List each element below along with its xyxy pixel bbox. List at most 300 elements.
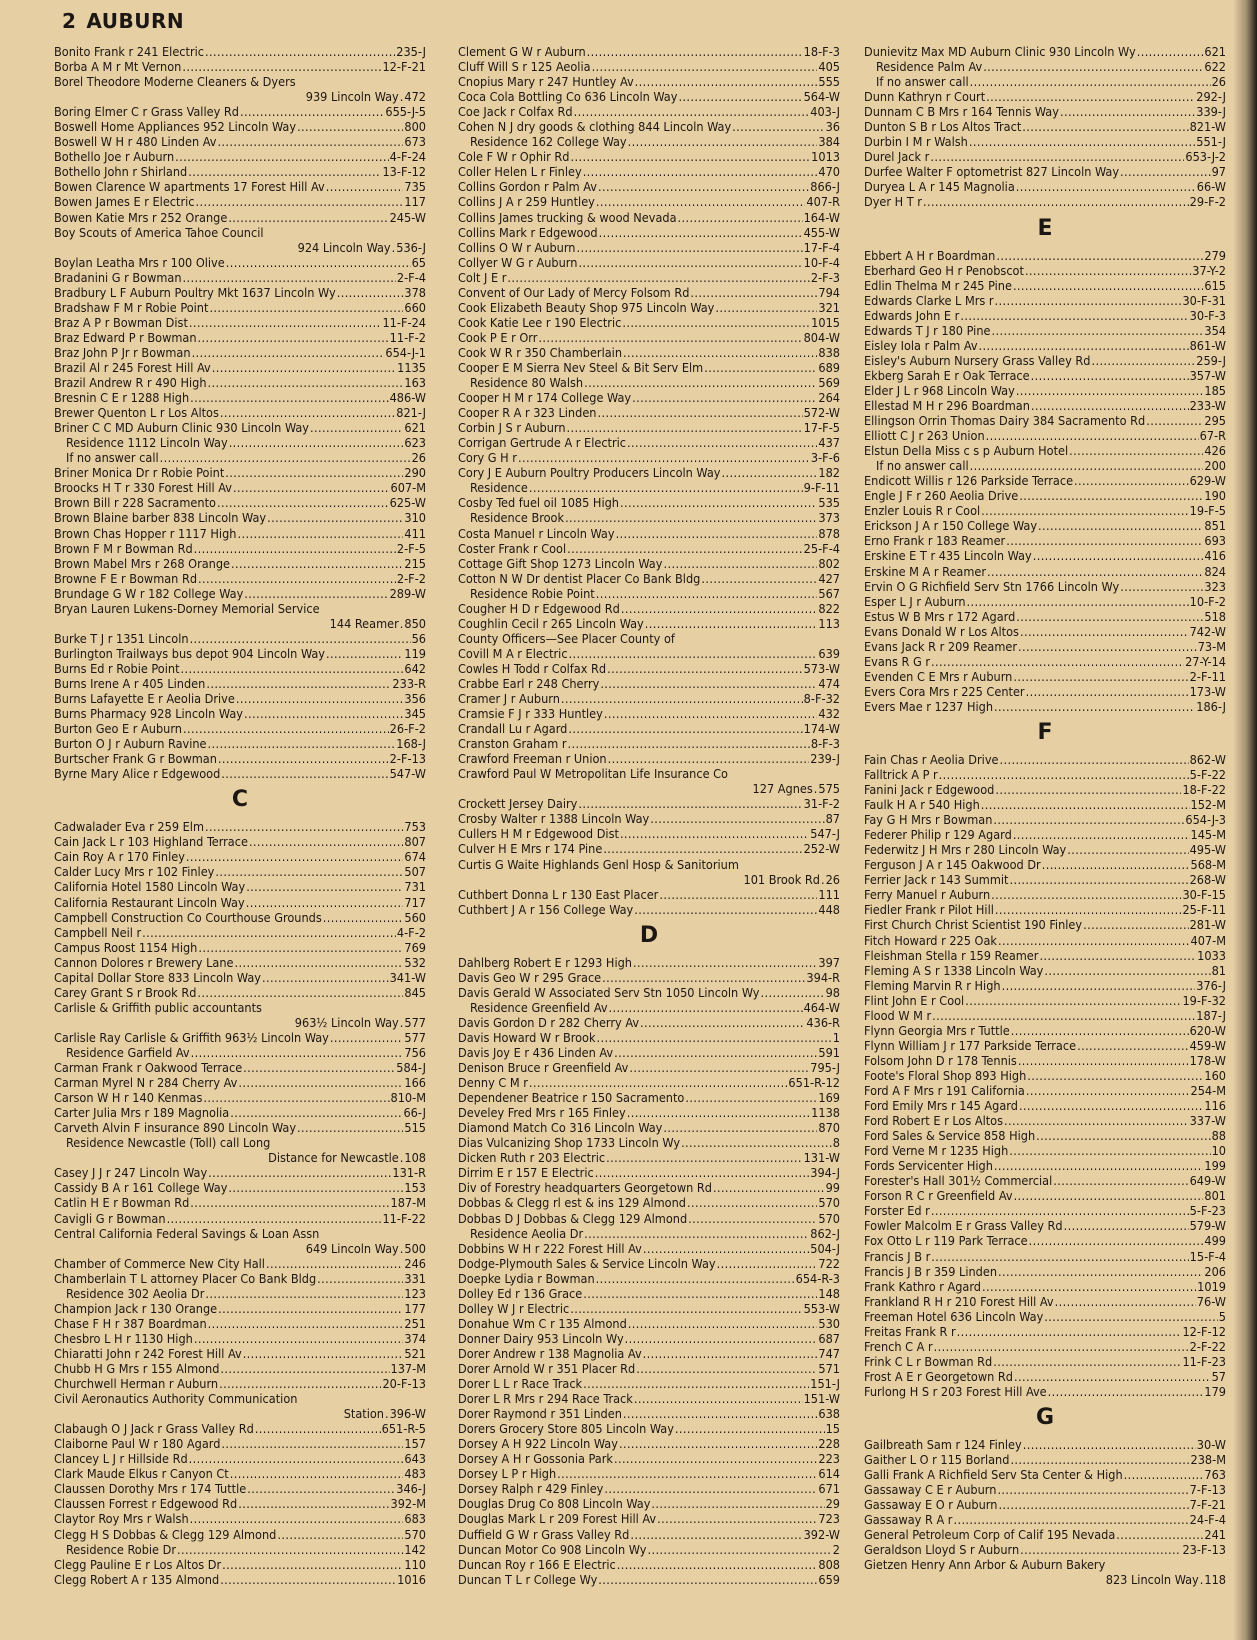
- listing-name: Culver H E Mrs r 174 Pine: [458, 841, 603, 857]
- phone-number: 67-R: [1199, 428, 1226, 444]
- listing-entry: [864, 263, 1226, 278]
- phone-number: 717: [404, 894, 426, 910]
- listing-entry: [458, 601, 840, 616]
- listing-name: Diamond Match Co 316 Lincoln Way: [458, 1120, 663, 1136]
- listing-name: Federwitz J H Mrs r 280 Lincoln Way: [864, 842, 1067, 858]
- listing-name: Forster Ed r: [864, 1203, 930, 1219]
- listing-entry: [864, 398, 1226, 413]
- listing-entry: [458, 360, 840, 375]
- listing-entry: [458, 646, 840, 661]
- listing-entry: [864, 278, 1226, 293]
- phone-number: 693: [1204, 533, 1226, 549]
- listing-entry: [458, 1511, 840, 1526]
- listing-entry: [458, 1286, 840, 1301]
- listing-name: Crandall Lu r Agard: [458, 721, 568, 737]
- listing-entry: [458, 1075, 840, 1090]
- listing-entry: [864, 1369, 1226, 1384]
- listing-name: Ferrier Jack r 143 Summit: [864, 872, 1009, 888]
- phone-number: 81: [1211, 962, 1226, 978]
- listing-name: Cannon Dolores r Brewery Lane: [54, 954, 234, 970]
- leader-dots: .: [813, 781, 818, 797]
- leader-dots: [596, 586, 818, 601]
- phone-number: 245-W: [389, 209, 426, 225]
- listing-entry: [458, 89, 840, 104]
- listing-entry: [864, 308, 1226, 323]
- listing-entry: [54, 1557, 426, 1572]
- listing-name: First Church Christ Scientist 190 Finley: [864, 917, 1083, 933]
- listing-name: Edwards John E r: [864, 307, 960, 323]
- listing-entry: [864, 752, 1226, 767]
- phone-number: 607-M: [390, 480, 426, 496]
- phone-number: 12-F-12: [1182, 1323, 1226, 1339]
- listing-name: Evans Donald W r Los Altos: [864, 623, 1019, 639]
- phone-number: 12-F-21: [382, 59, 426, 75]
- leader-dots: [198, 330, 389, 345]
- listing-name: Eberhard Geo H r Penobscot: [864, 262, 1024, 278]
- listing-entry: [864, 624, 1226, 639]
- phone-number: 356: [404, 691, 426, 707]
- leader-dots: [1006, 533, 1203, 548]
- listing-entry: [458, 270, 840, 285]
- listing-entry: [458, 1376, 840, 1391]
- leader-dots: [993, 812, 1184, 827]
- leader-dots: [229, 435, 404, 450]
- listing-entry: [54, 1000, 426, 1015]
- listing-entry: [54, 985, 426, 1000]
- listing-name: Bowen James E r Electric: [54, 194, 195, 210]
- phone-number: 504-J: [810, 1240, 840, 1256]
- listing-name: Burns Ed r Robie Point: [54, 660, 180, 676]
- listing-name: Residence Greenfield Av: [470, 999, 608, 1015]
- leader-dots: [323, 910, 404, 925]
- listing-name: Collyer W G r Auburn: [458, 254, 578, 270]
- leader-dots: [238, 1075, 403, 1090]
- phone-number: 10-F-2: [1189, 593, 1226, 609]
- leader-dots: [1013, 669, 1188, 684]
- leader-dots: [630, 1527, 802, 1542]
- leader-dots: [685, 1090, 817, 1105]
- listing-name: Galli Frank A Richfield Serv Sta Center & High: [864, 1467, 1123, 1483]
- listing-entry: [864, 1173, 1226, 1188]
- phone-number: 11-F-24: [382, 314, 426, 330]
- leader-dots: [190, 1195, 389, 1210]
- phone-number: 246: [404, 1255, 426, 1271]
- leader-dots: [995, 782, 1181, 797]
- listing-entry: [54, 104, 426, 119]
- listing-entry: [864, 699, 1226, 714]
- phone-number: 651-R-5: [381, 1421, 426, 1437]
- leader-dots: [198, 940, 403, 955]
- leader-dots: [221, 766, 388, 781]
- phone-number: 731: [404, 879, 426, 895]
- listing-name: Brown F M r Bowman Rd: [54, 540, 193, 556]
- listing-entry: [54, 864, 426, 879]
- listing-entry: [864, 917, 1226, 932]
- listing-entry: [864, 609, 1226, 624]
- listing-entry: [864, 1143, 1226, 1158]
- listing-name: Fitch Howard r 225 Oak: [864, 932, 997, 948]
- listing-entry: [458, 285, 840, 300]
- listing-name: Cooper R A r 323 Linden: [458, 405, 597, 421]
- listing-entry: [864, 948, 1226, 963]
- listing-name: Durfee Walter F optometrist 827 Lincoln Way: [864, 164, 1120, 180]
- listing-name: Clegg H S Dobbas & Clegg 129 Almond: [54, 1526, 277, 1542]
- phone-number: 397: [818, 954, 840, 970]
- phone-number: 560: [404, 909, 426, 925]
- leader-dots: [246, 895, 404, 910]
- listing-name: Duncan Roy r 166 E Electric: [458, 1556, 616, 1572]
- phone-number: 769: [404, 939, 426, 955]
- phone-number: 310: [404, 510, 426, 526]
- listing-name: Burns Lafayette E r Aeolia Drive: [54, 691, 235, 707]
- leader-dots: [1038, 518, 1203, 533]
- listing-name: Cohen N J dry goods & clothing 844 Lincoln Way: [458, 119, 732, 135]
- listing-name: Erskine E T r 435 Lincoln Way: [864, 548, 1032, 564]
- listing-name: Dyer H T r: [864, 194, 922, 210]
- listing-name: Elliott C J r 263 Union: [864, 428, 985, 444]
- listing-name: Freeman Hotel 636 Lincoln Way: [864, 1308, 1044, 1324]
- phone-number: 163: [404, 375, 426, 391]
- phone-number: 432: [818, 706, 840, 722]
- phone-number: 238-M: [1190, 1452, 1226, 1468]
- listing-name: Campbell Neil r: [54, 924, 142, 940]
- leader-dots: [584, 375, 817, 390]
- phone-number: 26-F-2: [389, 721, 426, 737]
- listing-name: 939 Lincoln Way: [305, 89, 399, 105]
- listing-entry: [864, 1083, 1226, 1098]
- phone-number: 4-F-24: [389, 149, 426, 165]
- listing-entry: [864, 503, 1226, 518]
- listing-entry: [54, 970, 426, 985]
- phone-number: 2-F-4: [396, 269, 426, 285]
- listing-name: If no answer call: [876, 74, 969, 90]
- listing-name: Coster Frank r Cool: [458, 540, 567, 556]
- listing-name: French C A r: [864, 1338, 933, 1354]
- listing-entry: [54, 1361, 426, 1376]
- leader-dots: [568, 736, 810, 751]
- phone-number: 568-M: [1190, 857, 1226, 873]
- leader-dots: [208, 375, 404, 390]
- leader-dots: [657, 1511, 817, 1526]
- listing-name: Fox Otto L r 119 Park Terrace: [864, 1233, 1028, 1249]
- listing-name: Brown Bill r 228 Sacramento: [54, 495, 216, 511]
- phone-number: 251: [404, 1315, 426, 1331]
- leader-dots: [208, 1316, 404, 1331]
- leader-dots: .: [399, 1240, 404, 1256]
- leader-dots: [651, 1496, 824, 1511]
- leader-dots: [220, 1572, 396, 1587]
- leader-dots: [1048, 1384, 1204, 1399]
- phone-number: 575: [818, 781, 840, 797]
- listing-entry: [54, 1527, 426, 1542]
- leader-dots: [326, 646, 403, 661]
- phone-number: 323: [1204, 578, 1226, 594]
- listing-entry: [54, 925, 426, 940]
- listing-name: Convent of Our Lady of Mercy Folsom Rd: [458, 284, 690, 300]
- listing-entry: [54, 420, 426, 435]
- listing-name: 823 Lincoln Way: [1105, 1572, 1199, 1588]
- listing-name: Freitas Frank R r: [864, 1323, 956, 1339]
- listing-name: Residence 162 College Way: [470, 134, 627, 150]
- listing-entry: [458, 315, 840, 330]
- leader-dots: [221, 1436, 403, 1451]
- listing-entry: [864, 1467, 1226, 1482]
- listing-entry: [864, 1339, 1226, 1354]
- phone-number: 411: [404, 525, 426, 541]
- listing-name: Ferguson J A r 145 Oakwood Dr: [864, 857, 1041, 873]
- listing-name: County Officers—See Placer County of: [458, 630, 675, 646]
- listing-name: Borel Theodore Moderne Cleaners & Dyers: [54, 74, 296, 90]
- listing-entry: [54, 646, 426, 661]
- phone-number: 57: [1211, 1368, 1226, 1384]
- leader-dots: [614, 1451, 817, 1466]
- listing-name: Dicken Ruth r 203 Electric: [458, 1150, 606, 1166]
- phone-number: 862-J: [810, 1225, 840, 1241]
- listing-name: Brazil Al r 245 Forest Hill Av: [54, 359, 211, 375]
- leader-dots: [1019, 488, 1203, 503]
- listing-entry: [864, 1023, 1226, 1038]
- listing-entry: [54, 556, 426, 571]
- leader-dots: [675, 1421, 825, 1436]
- listing-name: Cuthbert Donna L r 130 East Placer: [458, 886, 659, 902]
- phone-number: 655-J-5: [385, 104, 426, 120]
- listing-name: Burton O J r Auburn Ravine: [54, 736, 207, 752]
- phone-number: 1015: [811, 314, 840, 330]
- listing-entry: [458, 225, 840, 240]
- phone-number: 142: [404, 1541, 426, 1557]
- listing-entry: [864, 353, 1226, 368]
- listing-entry: [54, 360, 426, 375]
- directory-column-1: [54, 44, 426, 1587]
- listing-entry: [54, 834, 426, 849]
- leader-dots: [1025, 263, 1191, 278]
- phone-number: 2-F-2: [396, 570, 426, 586]
- listing-name: Federer Philip r 129 Agard: [864, 827, 1012, 843]
- leader-dots: [647, 1542, 831, 1557]
- listing-entry: [54, 1572, 426, 1587]
- listing-subentry: [458, 134, 840, 149]
- listing-entry: [54, 480, 426, 495]
- listing-entry: [54, 375, 426, 390]
- listing-entry: [54, 601, 426, 616]
- leader-dots: [934, 1339, 1189, 1354]
- listing-name: Central California Federal Savings & Loan Assn: [54, 1225, 320, 1241]
- phone-number: 436-R: [806, 1014, 840, 1030]
- leader-dots: [1016, 179, 1196, 194]
- listing-entry: [864, 119, 1226, 134]
- listing-entry: [864, 1482, 1226, 1497]
- listing-name: Cook Elizabeth Beauty Shop 975 Lincoln Way: [458, 299, 715, 315]
- phone-number: 530: [818, 1315, 840, 1331]
- phone-number: 11-F-23: [1182, 1353, 1226, 1369]
- phone-number: 620-W: [1189, 1022, 1226, 1038]
- listing-name: Eisley's Auburn Nursery Grass Valley Rd: [864, 352, 1091, 368]
- listing-entry: [458, 405, 840, 420]
- listing-entry: [458, 811, 840, 826]
- leader-dots: [931, 1203, 1189, 1218]
- listing-continuation: [864, 1572, 1226, 1587]
- phone-number: 168-J: [396, 736, 426, 752]
- phone-number: 621: [1204, 44, 1226, 59]
- listing-entry: [864, 248, 1226, 263]
- listing-name: Residence: [470, 480, 528, 496]
- listing-entry: [864, 533, 1226, 548]
- leader-dots: [1014, 1369, 1211, 1384]
- phone-number: 396-W: [389, 1406, 426, 1422]
- listing-name: Ekberg Sarah E r Oak Terrace: [864, 367, 1030, 383]
- listing-name: Dunton S B r Los Altos Tract: [864, 119, 1022, 135]
- leader-dots: [197, 985, 403, 1000]
- listing-name: Carter Julia Mrs r 189 Magnolia: [54, 1105, 230, 1121]
- listing-name: Cuthbert J A r 156 College Way: [458, 901, 634, 917]
- leader-dots: [587, 44, 803, 59]
- leader-dots: [1091, 353, 1195, 368]
- listing-entry: [458, 571, 840, 586]
- leader-dots: [1053, 1173, 1188, 1188]
- listing-name: Carey Grant S r Brook Rd: [54, 984, 197, 1000]
- listing-entry: [54, 766, 426, 781]
- phone-number: 547-W: [389, 766, 426, 782]
- leader-dots: [732, 119, 824, 134]
- listing-entry: [54, 1496, 426, 1511]
- listing-entry: [54, 849, 426, 864]
- listing-name: Dunievitz Max MD Auburn Clinic 930 Lincoln Wy: [864, 44, 1136, 59]
- listing-entry: [458, 1557, 840, 1572]
- leader-dots: [194, 1331, 404, 1346]
- listing-entry: [458, 1406, 840, 1421]
- phone-number: 321: [818, 299, 840, 315]
- listing-entry: [864, 1294, 1226, 1309]
- listing-name: Duncan T L r College Wy: [458, 1571, 598, 1587]
- listing-name: Ford Emily Mrs r 145 Agard: [864, 1098, 1018, 1114]
- listing-entry: [864, 564, 1226, 579]
- listing-entry: [54, 1466, 426, 1481]
- leader-dots: [576, 240, 802, 255]
- leader-dots: [192, 345, 385, 360]
- listing-entry: [864, 1497, 1226, 1512]
- listing-entry: [54, 1105, 426, 1120]
- leader-dots: [1033, 548, 1204, 563]
- leader-dots: [205, 1286, 403, 1301]
- leader-dots: [704, 360, 817, 375]
- leader-dots: [183, 270, 396, 285]
- listing-entry: [54, 1346, 426, 1361]
- leader-dots: [1137, 44, 1204, 59]
- phone-number: 2-F-3: [810, 269, 840, 285]
- leader-dots: [678, 89, 802, 104]
- phone-number: 862-W: [1189, 751, 1226, 767]
- leader-dots: [262, 970, 389, 985]
- listing-entry: [458, 1090, 840, 1105]
- listing-entry: [54, 1226, 426, 1241]
- leader-dots: [167, 1211, 382, 1226]
- listing-continuation: [54, 1406, 426, 1421]
- listing-name: Boy Scouts of America Tahoe Council: [54, 224, 264, 240]
- phone-number: 621: [404, 420, 426, 436]
- phone-number: 206: [1204, 1263, 1226, 1279]
- leader-dots: [186, 849, 403, 864]
- leader-dots: [598, 1572, 817, 1587]
- listing-name: Dorer L R Mrs r 294 Race Track: [458, 1391, 633, 1407]
- leader-dots: [592, 59, 818, 74]
- listing-entry: [458, 1271, 840, 1286]
- phone-number: 268-W: [1189, 872, 1226, 888]
- listing-entry: [54, 330, 426, 345]
- listing-name: Cooper E M Sierra Nev Steel & Bit Serv Elm: [458, 359, 704, 375]
- phone-number: 4-F-2: [396, 924, 426, 940]
- leader-dots: [1120, 579, 1203, 594]
- listing-entry: [54, 1120, 426, 1135]
- listing-entry: [458, 495, 840, 510]
- listing-name: Borba A M r Mt Vernon: [54, 59, 182, 75]
- phone-number: 838: [818, 344, 840, 360]
- listing-entry: [864, 1512, 1226, 1527]
- listing-name: Dorers Grocery Store 805 Lincoln Way: [458, 1421, 674, 1437]
- leader-dots: [603, 841, 802, 856]
- listing-name: Cole F W r Ophir Rd: [458, 149, 570, 165]
- phone-number: 20-F-13: [382, 1376, 426, 1392]
- leader-dots: [965, 993, 1181, 1008]
- leader-dots: [529, 1075, 788, 1090]
- leader-dots: [240, 104, 384, 119]
- phone-number: 623: [404, 435, 426, 451]
- listing-entry: [458, 1361, 840, 1376]
- listing-name: Clegg Robert A r 135 Almond: [54, 1571, 220, 1587]
- phone-number: 470: [818, 164, 840, 180]
- leader-dots: [1029, 1233, 1204, 1248]
- leader-dots: [761, 985, 825, 1000]
- listing-entry: [458, 1030, 840, 1045]
- phone-number: 11-F-22: [382, 1210, 426, 1226]
- listing-name: Denison Bruce r Greenfield Av: [458, 1060, 629, 1076]
- leader-dots: [1031, 368, 1189, 383]
- listing-name: Dorer Raymond r 351 Linden: [458, 1406, 622, 1422]
- listing-name: Fleming Marvin R r High: [864, 977, 1001, 993]
- listing-entry: [458, 465, 840, 480]
- listing-name: Gassaway R A r: [864, 1512, 953, 1528]
- listing-entry: [54, 1376, 426, 1391]
- leader-dots: [1083, 917, 1189, 932]
- listing-entry: [864, 473, 1226, 488]
- listing-name: Costa Manuel r Lincoln Way: [458, 525, 615, 541]
- leader-dots: [969, 134, 1195, 149]
- phone-number: 160: [1204, 1067, 1226, 1083]
- listing-name: 924 Lincoln Way: [297, 239, 391, 255]
- leader-dots: [1016, 383, 1204, 398]
- phone-number: 639: [818, 645, 840, 661]
- phone-number: 73-M: [1197, 638, 1226, 654]
- leader-dots: [627, 435, 817, 450]
- leader-dots: [930, 149, 1184, 164]
- directory-column-3: [864, 44, 1226, 1587]
- listing-continuation: [458, 872, 840, 887]
- listing-name: Frost A E r Georgetown Rd: [864, 1368, 1013, 1384]
- leader-dots: [681, 1135, 832, 1150]
- leader-dots: [998, 933, 1190, 948]
- listing-name: Flood W M r: [864, 1007, 932, 1023]
- listing-entry: [458, 149, 840, 164]
- leader-dots: [645, 616, 818, 631]
- listing-continuation: [54, 1150, 426, 1165]
- listing-entry: [458, 300, 840, 315]
- leader-dots: [196, 194, 404, 209]
- phone-number: 845: [404, 984, 426, 1000]
- listing-entry: [458, 330, 840, 345]
- leader-dots: [604, 1481, 817, 1496]
- leader-dots: [995, 902, 1182, 917]
- listing-name: Engle J F r 260 Aeolia Drive: [864, 488, 1019, 504]
- phone-number: 98: [825, 984, 840, 1000]
